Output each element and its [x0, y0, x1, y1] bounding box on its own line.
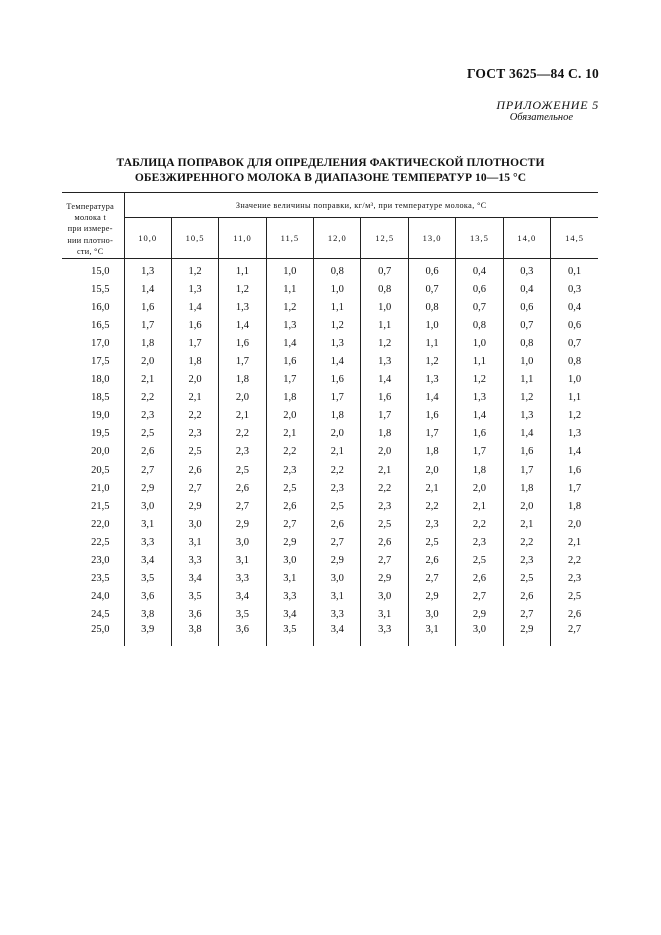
correction-value: 2,7 — [408, 570, 455, 588]
correction-value: 1,2 — [456, 371, 503, 389]
correction-value: 1,7 — [171, 334, 218, 352]
correction-value: 1,1 — [361, 316, 408, 334]
correction-value: 1,6 — [361, 389, 408, 407]
correction-value: 3,1 — [124, 515, 171, 533]
correction-value: 1,1 — [408, 334, 455, 352]
correction-value: 3,0 — [408, 606, 455, 624]
table-row — [62, 280, 598, 298]
correction-value: 2,7 — [361, 552, 408, 570]
row-temperature: 24,5 — [62, 606, 124, 624]
correction-value: 1,4 — [503, 425, 550, 443]
row-temperature: 17,0 — [62, 334, 124, 352]
correction-value: 2,0 — [314, 425, 361, 443]
row-temperature: 16,0 — [62, 298, 124, 316]
correction-value: 1,7 — [124, 316, 171, 334]
correction-value: 2,2 — [314, 461, 361, 479]
correction-value: 3,1 — [219, 552, 266, 570]
correction-value: 1,4 — [567, 446, 582, 458]
correction-value: 1,2 — [266, 298, 313, 316]
correction-value: 1,4 — [456, 407, 503, 425]
row-header-line: молока t — [74, 213, 107, 223]
correction-value: 2,9 — [456, 606, 503, 624]
correction-value: 0,6 — [456, 280, 503, 298]
column-header: 10,0 — [124, 218, 171, 259]
correction-value: 0,8 — [408, 298, 455, 316]
correction-value: 1,4 — [361, 371, 408, 389]
correction-value: 1,2 — [503, 389, 550, 407]
correction-value: 1,6 — [314, 371, 361, 389]
correction-value: 3,0 — [266, 552, 313, 570]
correction-value: 1,3 — [124, 259, 171, 281]
row-temperature: 18,0 — [62, 371, 124, 389]
row-temperature: 15,5 — [62, 280, 124, 298]
row-header-temperature — [62, 193, 124, 259]
correction-value: 3,5 — [219, 606, 266, 624]
correction-value: 2,9 — [408, 588, 455, 606]
correction-value: 1,6 — [219, 334, 266, 352]
table-row — [62, 334, 598, 352]
correction-value: 1,2 — [567, 410, 582, 422]
correction-value: 1,3 — [219, 298, 266, 316]
standard-header: ГОСТ 3625—84 С. 10 — [466, 66, 599, 81]
correction-value: 2,5 — [124, 425, 171, 443]
correction-value: 0,7 — [503, 316, 550, 334]
correction-value: 2,3 — [567, 573, 582, 585]
correction-value: 2,3 — [314, 479, 361, 497]
correction-value: 3,1 — [361, 606, 408, 624]
column-header: 14,5 — [551, 218, 598, 259]
correction-value: 1,1 — [266, 280, 313, 298]
correction-value: 1,8 — [219, 371, 266, 389]
correction-value: 0,8 — [503, 334, 550, 352]
correction-value: 1,2 — [361, 334, 408, 352]
correction-value: 2,9 — [361, 570, 408, 588]
correction-value: 2,9 — [171, 497, 218, 515]
row-temperature: 16,5 — [62, 316, 124, 334]
correction-value: 2,3 — [503, 552, 550, 570]
correction-value: 1,7 — [456, 443, 503, 461]
correction-value: 2,1 — [567, 536, 582, 548]
correction-value: 0,8 — [456, 316, 503, 334]
row-temperature: 23,0 — [62, 552, 124, 570]
table-row — [62, 352, 598, 370]
correction-value: 2,3 — [266, 461, 313, 479]
correction-value: 2,6 — [219, 479, 266, 497]
correction-value: 1,8 — [408, 443, 455, 461]
correction-value: 3,0 — [219, 533, 266, 551]
correction-value: 2,9 — [124, 479, 171, 497]
correction-value: 3,5 — [171, 588, 218, 606]
correction-value: 0,8 — [314, 259, 361, 281]
correction-value: 2,0 — [456, 479, 503, 497]
correction-value: 1,4 — [314, 352, 361, 370]
correction-value: 1,7 — [503, 461, 550, 479]
correction-value: 3,9 — [124, 624, 171, 646]
correction-value: 2,3 — [456, 533, 503, 551]
correction-value: 1,2 — [408, 352, 455, 370]
correction-value: 0,7 — [408, 280, 455, 298]
correction-value: 2,9 — [219, 515, 266, 533]
correction-value: 3,6 — [124, 588, 171, 606]
correction-value: 2,3 — [219, 443, 266, 461]
correction-value: 2,2 — [266, 443, 313, 461]
header-row-columns — [62, 218, 598, 259]
correction-value: 2,7 — [456, 588, 503, 606]
correction-value: 2,6 — [124, 443, 171, 461]
correction-value: 1,3 — [171, 280, 218, 298]
correction-value: 1,6 — [408, 407, 455, 425]
row-temperature: 20,5 — [62, 461, 124, 479]
span-header: Значение величины поправки, кг/м³, при температуре молока, °С — [124, 193, 598, 218]
column-header: 11,5 — [266, 218, 313, 259]
correction-value: 2,2 — [456, 515, 503, 533]
correction-value: 3,6 — [171, 606, 218, 624]
table-row — [62, 479, 598, 497]
correction-value: 1,8 — [567, 500, 582, 512]
correction-value: 1,4 — [124, 280, 171, 298]
appendix-status: Обязательное — [509, 112, 573, 123]
correction-value: 2,2 — [219, 425, 266, 443]
correction-value: 2,5 — [266, 479, 313, 497]
correction-value: 1,2 — [171, 259, 218, 281]
correction-value: 1,6 — [503, 443, 550, 461]
correction-value: 1,8 — [314, 407, 361, 425]
correction-value: 2,2 — [171, 407, 218, 425]
row-temperature: 20,0 — [62, 443, 124, 461]
row-header-line: нии плотно- — [67, 235, 114, 245]
correction-value: 0,1 — [567, 265, 582, 277]
correction-value: 2,6 — [266, 497, 313, 515]
correction-value: 1,7 — [361, 407, 408, 425]
correction-value: 3,3 — [219, 570, 266, 588]
correction-value: 3,5 — [124, 570, 171, 588]
correction-value: 1,2 — [219, 280, 266, 298]
correction-value: 0,4 — [503, 280, 550, 298]
correction-value: 1,6 — [567, 464, 582, 476]
correction-value: 0,6 — [567, 319, 582, 331]
correction-value: 2,2 — [503, 533, 550, 551]
correction-value: 3,0 — [456, 624, 503, 646]
correction-value: 3,0 — [124, 497, 171, 515]
correction-value: 3,1 — [314, 588, 361, 606]
correction-value: 1,1 — [314, 298, 361, 316]
correction-value: 1,0 — [266, 259, 313, 281]
table-row — [62, 624, 598, 646]
correction-value: 3,4 — [124, 552, 171, 570]
table-row — [62, 552, 598, 570]
correction-value: 1,2 — [314, 316, 361, 334]
column-header: 12,5 — [361, 218, 408, 259]
correction-value: 2,7 — [266, 515, 313, 533]
correction-value: 3,3 — [266, 588, 313, 606]
correction-value: 3,4 — [266, 606, 313, 624]
correction-value: 0,7 — [456, 298, 503, 316]
correction-value: 2,0 — [124, 352, 171, 370]
table-row — [62, 259, 598, 281]
correction-value: 3,0 — [361, 588, 408, 606]
correction-value: 2,1 — [124, 371, 171, 389]
correction-value: 2,5 — [314, 497, 361, 515]
table-title — [0, 156, 661, 186]
column-header: 13,5 — [456, 218, 503, 259]
correction-value: 3,6 — [219, 624, 266, 646]
row-temperature: 19,0 — [62, 407, 124, 425]
correction-value: 3,4 — [219, 588, 266, 606]
row-temperature: 22,5 — [62, 533, 124, 551]
correction-value: 2,6 — [567, 609, 582, 621]
correction-value: 3,0 — [171, 515, 218, 533]
row-temperature: 18,5 — [62, 389, 124, 407]
correction-value: 2,0 — [361, 443, 408, 461]
correction-value: 1,4 — [171, 298, 218, 316]
correction-value: 2,1 — [266, 425, 313, 443]
correction-value: 2,3 — [408, 515, 455, 533]
correction-value: 2,9 — [503, 624, 550, 646]
row-temperature: 21,0 — [62, 479, 124, 497]
column-header: 10,5 — [171, 218, 218, 259]
correction-value: 2,0 — [171, 371, 218, 389]
correction-value: 2,5 — [219, 461, 266, 479]
correction-value: 0,6 — [503, 298, 550, 316]
correction-value: 1,4 — [219, 316, 266, 334]
correction-value: 3,3 — [361, 624, 408, 646]
correction-table — [62, 192, 598, 646]
correction-value: 1,6 — [124, 298, 171, 316]
correction-value: 2,0 — [408, 461, 455, 479]
correction-value: 1,7 — [408, 425, 455, 443]
correction-value: 2,5 — [503, 570, 550, 588]
correction-value: 0,7 — [567, 337, 582, 349]
correction-value: 2,2 — [567, 555, 582, 567]
correction-value: 0,3 — [567, 283, 582, 295]
correction-value: 3,4 — [314, 624, 361, 646]
table-row — [62, 371, 598, 389]
correction-value: 2,3 — [171, 425, 218, 443]
correction-value: 0,8 — [567, 356, 582, 368]
table-row — [62, 389, 598, 407]
correction-value: 3,1 — [408, 624, 455, 646]
correction-value: 0,3 — [503, 259, 550, 281]
correction-value: 2,2 — [124, 389, 171, 407]
header-row-span — [62, 193, 598, 218]
correction-value: 2,0 — [219, 389, 266, 407]
correction-value: 2,1 — [503, 515, 550, 533]
correction-value: 1,0 — [361, 298, 408, 316]
correction-value: 2,6 — [171, 461, 218, 479]
table-row — [62, 515, 598, 533]
correction-value: 1,3 — [314, 334, 361, 352]
correction-value: 1,6 — [456, 425, 503, 443]
column-header: 13,0 — [408, 218, 455, 259]
correction-value: 1,8 — [456, 461, 503, 479]
correction-value: 1,4 — [408, 389, 455, 407]
correction-value: 2,6 — [361, 533, 408, 551]
correction-value: 1,3 — [503, 407, 550, 425]
row-temperature: 25,0 — [62, 624, 124, 646]
correction-value: 1,1 — [503, 371, 550, 389]
correction-value: 1,8 — [171, 352, 218, 370]
correction-value: 1,3 — [567, 428, 582, 440]
row-temperature: 23,5 — [62, 570, 124, 588]
correction-value: 2,7 — [219, 497, 266, 515]
table-row — [62, 533, 598, 551]
appendix-label: ПРИЛОЖЕНИЕ 5 — [496, 98, 599, 112]
column-header: 14,0 — [503, 218, 550, 259]
correction-value: 1,0 — [503, 352, 550, 370]
table-row — [62, 461, 598, 479]
correction-value: 1,3 — [456, 389, 503, 407]
row-temperature: 17,5 — [62, 352, 124, 370]
correction-value: 2,0 — [266, 407, 313, 425]
row-header-line: Температура — [66, 202, 115, 211]
correction-value: 2,7 — [314, 533, 361, 551]
table-row — [62, 298, 598, 316]
table-row — [62, 570, 598, 588]
row-header-line: при измере- — [67, 224, 113, 234]
correction-value: 0,8 — [361, 280, 408, 298]
table-title-line-2: ОБЕЗЖИРЕННОГО МОЛОКА В ДИАПАЗОНЕ ТЕМПЕРАТУР 10—15 °С — [134, 172, 527, 184]
row-temperature: 19,5 — [62, 425, 124, 443]
row-temperature: 24,0 — [62, 588, 124, 606]
correction-value: 2,3 — [124, 407, 171, 425]
correction-value: 2,1 — [314, 443, 361, 461]
correction-value: 1,7 — [567, 482, 582, 494]
correction-value: 2,1 — [219, 407, 266, 425]
table-row — [62, 497, 598, 515]
table-row — [62, 588, 598, 606]
correction-value: 3,1 — [171, 533, 218, 551]
correction-value: 1,0 — [567, 374, 582, 386]
correction-value: 1,8 — [503, 479, 550, 497]
correction-value: 1,0 — [456, 334, 503, 352]
column-header: 11,0 — [219, 218, 266, 259]
table-row — [62, 425, 598, 443]
correction-value: 0,7 — [361, 259, 408, 281]
correction-value: 2,1 — [361, 461, 408, 479]
correction-value: 2,6 — [503, 588, 550, 606]
correction-value: 3,5 — [266, 624, 313, 646]
correction-value: 2,5 — [408, 533, 455, 551]
correction-value: 3,1 — [266, 570, 313, 588]
correction-value: 1,8 — [266, 389, 313, 407]
correction-value: 1,1 — [456, 352, 503, 370]
correction-value: 0,4 — [456, 259, 503, 281]
correction-value: 2,7 — [503, 606, 550, 624]
correction-value: 3,8 — [124, 606, 171, 624]
correction-value: 3,8 — [171, 624, 218, 646]
correction-value: 2,2 — [361, 479, 408, 497]
table-row — [62, 316, 598, 334]
correction-value: 2,6 — [456, 570, 503, 588]
column-header: 12,0 — [314, 218, 361, 259]
correction-value: 1,0 — [408, 316, 455, 334]
row-temperature: 22,0 — [62, 515, 124, 533]
correction-value: 2,5 — [171, 443, 218, 461]
table-row — [62, 606, 598, 624]
table-row — [62, 443, 598, 461]
correction-value: 3,3 — [314, 606, 361, 624]
correction-value: 2,3 — [361, 497, 408, 515]
correction-value: 2,6 — [314, 515, 361, 533]
correction-value: 2,0 — [503, 497, 550, 515]
correction-value: 2,6 — [408, 552, 455, 570]
correction-value: 2,7 — [567, 623, 582, 635]
correction-value: 1,8 — [361, 425, 408, 443]
correction-value: 3,3 — [124, 533, 171, 551]
correction-value: 2,5 — [361, 515, 408, 533]
correction-value: 0,6 — [408, 259, 455, 281]
correction-value: 1,7 — [219, 352, 266, 370]
correction-value: 1,4 — [266, 334, 313, 352]
correction-value: 3,4 — [171, 570, 218, 588]
correction-value: 2,1 — [456, 497, 503, 515]
correction-value: 2,1 — [408, 479, 455, 497]
correction-value: 2,7 — [171, 479, 218, 497]
correction-value: 2,0 — [567, 518, 582, 530]
correction-value: 1,6 — [171, 316, 218, 334]
row-header-line: сти, °С — [76, 246, 104, 256]
correction-value: 1,1 — [219, 259, 266, 281]
correction-value: 2,1 — [171, 389, 218, 407]
correction-value: 1,6 — [266, 352, 313, 370]
correction-value: 1,8 — [124, 334, 171, 352]
correction-value: 1,3 — [266, 316, 313, 334]
correction-value: 3,3 — [171, 552, 218, 570]
correction-value: 1,1 — [567, 392, 582, 404]
correction-value: 3,0 — [314, 570, 361, 588]
row-temperature: 15,0 — [62, 259, 124, 281]
correction-value: 1,7 — [314, 389, 361, 407]
correction-value: 0,4 — [567, 301, 582, 313]
correction-value: 2,5 — [456, 552, 503, 570]
correction-value: 1,0 — [314, 280, 361, 298]
correction-value: 1,3 — [408, 371, 455, 389]
correction-value: 2,9 — [266, 533, 313, 551]
row-temperature: 21,5 — [62, 497, 124, 515]
correction-value: 2,2 — [408, 497, 455, 515]
correction-value: 1,7 — [266, 371, 313, 389]
table-title-line-1: ТАБЛИЦА ПОПРАВОК ДЛЯ ОПРЕДЕЛЕНИЯ ФАКТИЧЕСКОЙ ПЛОТНОСТИ — [116, 157, 545, 169]
correction-value: 2,5 — [567, 591, 582, 603]
correction-value: 2,7 — [124, 461, 171, 479]
correction-value: 1,3 — [361, 352, 408, 370]
table-row — [62, 407, 598, 425]
correction-value: 2,9 — [314, 552, 361, 570]
